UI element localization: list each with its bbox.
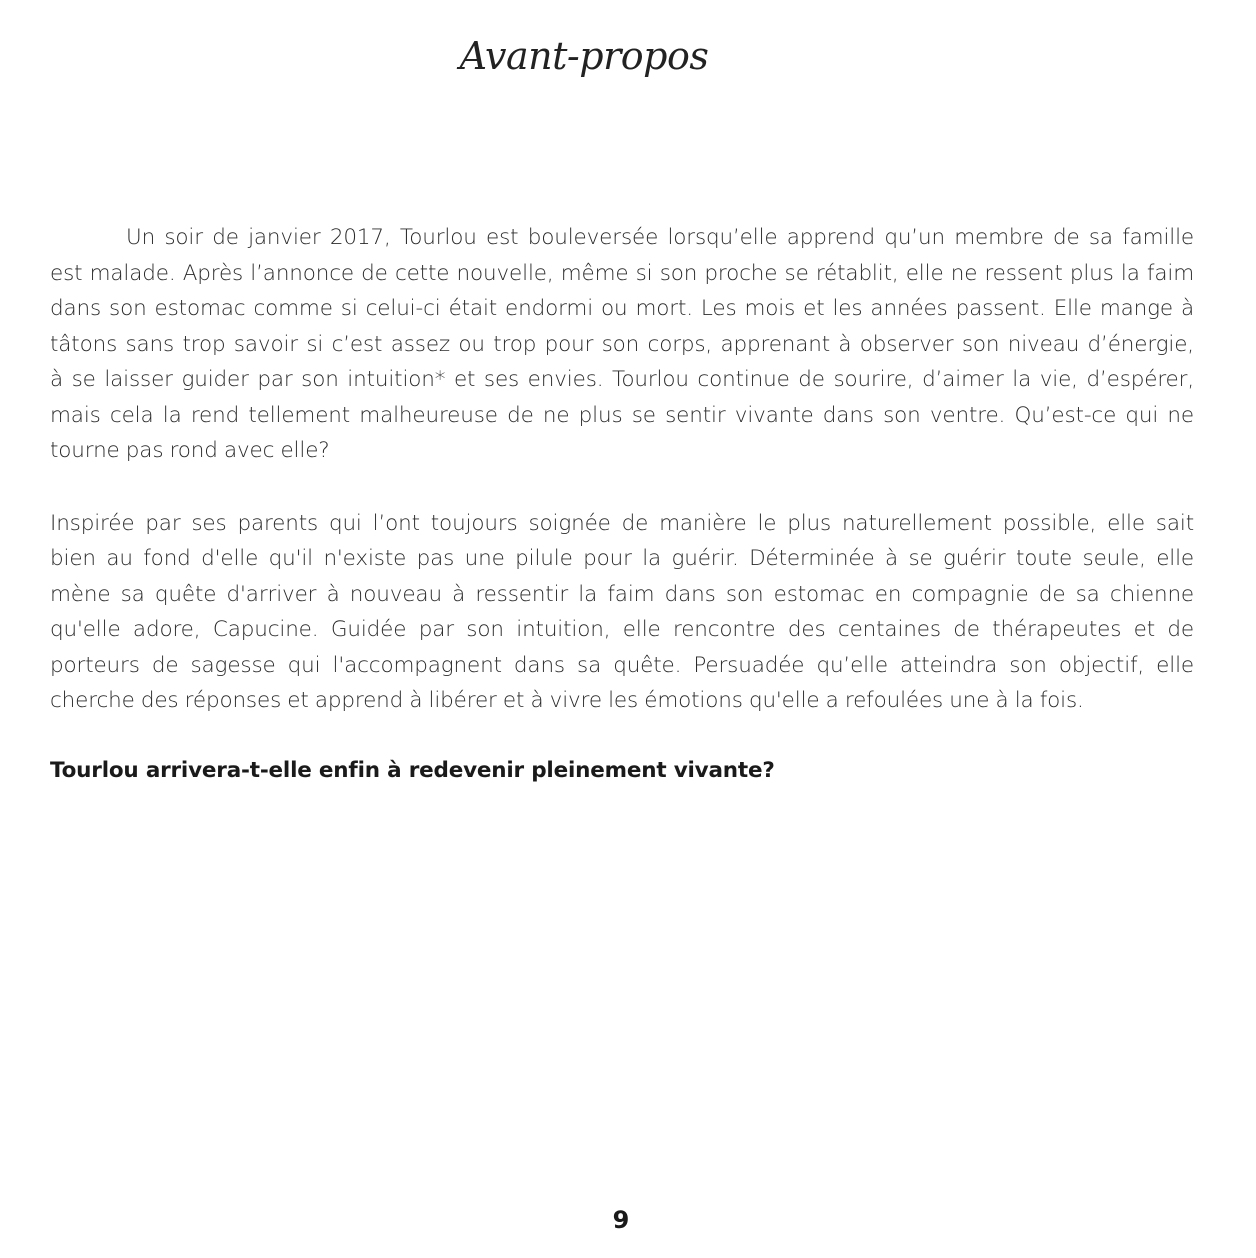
paragraph-line: à se laisser guider par son intuition* et ses envies. Tourlou continue de sourire, d’aimer la vie, d’espérer, bbox=[50, 367, 1194, 392]
paragraph-line: Inspirée par ses parents qui l’ont toujours soignée de manière le plus naturellement possible, elle sait bbox=[50, 510, 1194, 536]
page-number: 9 bbox=[612, 1206, 630, 1234]
paragraph-line: est malade. Après l’annonce de cette nouvelle, même si son proche se rétablit, elle ne ressent plus la faim bbox=[50, 260, 1194, 286]
paragraph-line: dans son estomac comme si celui-ci était endormi ou mort. Les mois et les années passent. Elle mange à bbox=[50, 296, 1194, 321]
paragraph-line: tourne pas rond avec elle? bbox=[50, 438, 330, 463]
paragraph-line: mène sa quête d'arriver à nouveau à ressentir la faim dans son estomac en compagnie de sa chienne bbox=[50, 581, 1194, 607]
page-title: Avant-propos bbox=[459, 34, 709, 78]
foreword-body bbox=[50, 220, 1194, 788]
paragraph-line: tâtons sans trop savoir si c’est assez ou trop pour son corps, apprenant à observer son niveau d’énergie, bbox=[50, 331, 1194, 357]
paragraph-1 bbox=[50, 220, 1194, 469]
paragraph-line: bien au fond d'elle qu'il n'existe pas une pilule pour la guérir. Déterminée à se guérir toute seule, elle bbox=[50, 546, 1194, 571]
paragraph-line: mais cela la rend tellement malheureuse de ne plus se sentir vivante dans son ventre. Qu’est-ce qui ne bbox=[50, 402, 1194, 428]
closing-question: Tourlou arrivera-t-elle enfin à redevenir pleinement vivante? bbox=[50, 757, 775, 783]
paragraph-line: porteurs de sagesse qui l'accompagnent dans sa quête. Persuadée qu’elle atteindra son objectif, elle bbox=[50, 652, 1194, 678]
paragraph-line: cherche des réponses et apprend à libérer et à vivre les émotions qu'elle a refoulées une à la fois. bbox=[50, 688, 1084, 713]
paragraph-2 bbox=[50, 506, 1194, 719]
paragraph-line: qu'elle adore, Capucine. Guidée par son intuition, elle rencontre des centaines de thérapeutes et de bbox=[50, 617, 1194, 642]
paragraph-line: Un soir de janvier 2017, Tourlou est bouleversée lorsqu’elle apprend qu’un membre de sa famille bbox=[126, 225, 1194, 250]
